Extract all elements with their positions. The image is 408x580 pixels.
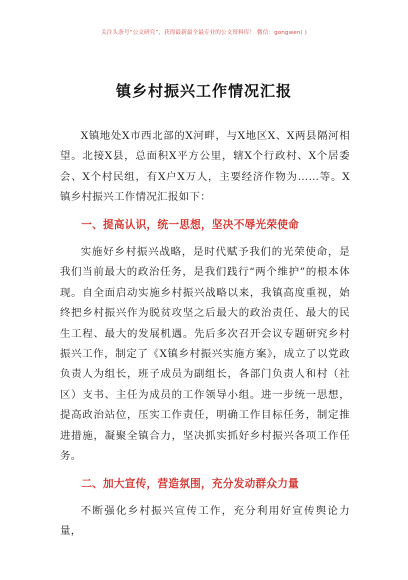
section-2-heading: 二、加大宣传，营造氛围，充分发动群众力量	[81, 477, 300, 490]
section-2-paragraph: 不断强化乡村振兴宣传工作，充分利用好宣传舆论力量，	[60, 504, 350, 538]
document-body	[60, 126, 350, 542]
intro-paragraph: X镇地处X市西北部的X河畔，与X地区X、X两县隔河相望。北接X县，总面积X平方公里，辖X个行政村、X个居委会、X个村民组，有X户X万人，主要经济作物为……等。X镇乡村振兴工作情况汇报如下：	[60, 130, 350, 204]
header-banner: 关注头条号“公文研究”，获得最新最全最专业的公文资料库！ 微信：gongwen( )	[101, 30, 307, 36]
page-title: 镇乡村振兴工作情况汇报	[115, 82, 292, 100]
section-1-paragraph: 实施好乡村振兴战略，是时代赋予我们的光荣使命，是我们当前最大的政治任务，是我们践行“两个维护”的根本体现。自全面启动实施乡村振兴战略以来，我镇高度重视，始终把乡村振兴作为脱贫攻坚之后最大的政治责任、最大的民生工程、最大的发展机遇。先后多次召开会议专题研究乡村振兴工作，制定了《X镇乡村振兴实施方案》，成立了以党政负责人为组长，班子成员为副组长，各部门负责人和村（社区）支书、主任为成员的工作领导小组。进一步统一思想，提高政治站位，压实工作责任，明确工作目标任务，制定推进措施，凝聚全镇合力，坚决抓实抓好乡村振兴各项工作任务。	[60, 246, 350, 463]
section-1-heading: 一、提高认识，统一思想，坚决不辱光荣使命	[81, 218, 300, 231]
